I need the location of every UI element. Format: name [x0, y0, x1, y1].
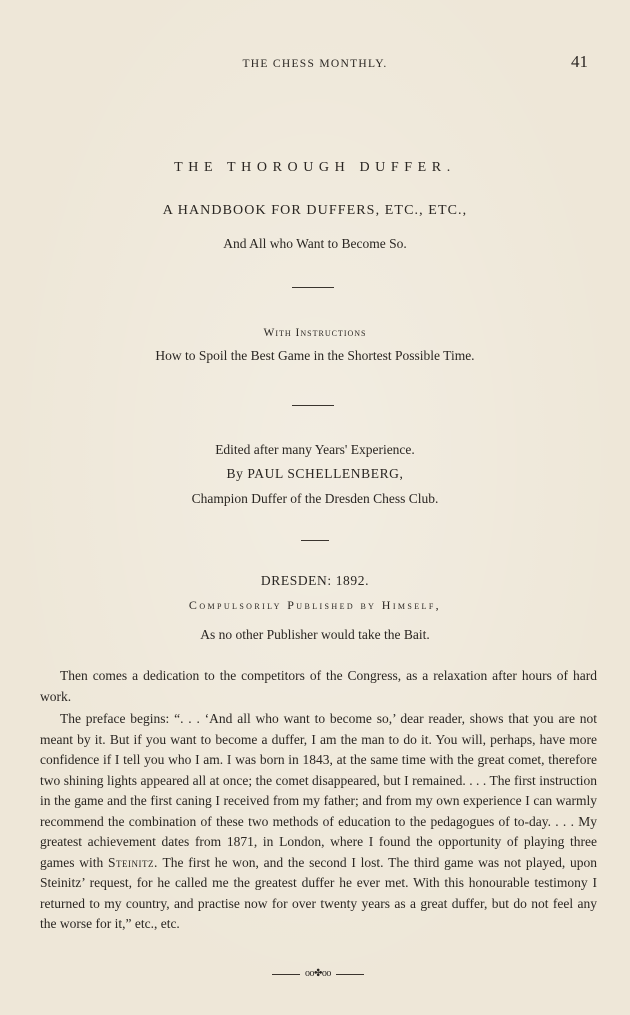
imprint-place-date: DRESDEN: 1892. — [260, 573, 370, 588]
divider-rule — [301, 540, 329, 541]
author-line: By PAUL SCHELLENBERG, — [226, 466, 404, 481]
edited-line: Edited after many Years' Experience. — [215, 442, 415, 457]
divider-rule — [292, 287, 334, 288]
steinitz-name: Steinitz. — [108, 854, 158, 870]
ornament-rule-right — [336, 974, 364, 975]
book-title: THE THOROUGH DUFFER. — [174, 160, 456, 175]
book-subtitle: A HANDBOOK FOR DUFFERS, ETC., ETC., — [162, 203, 468, 218]
preface-text: The preface begins: “. . . ‘And all who want to become so,’ dear reader, shows that you are not meant by it. But if you want to become a duffer, I am the man to do it. You will, perhaps, have more confidence if I tell you who I am. I was born in 1843, at the same time with the great comet, therefore two shining lights appeared all at once; the comet disappeared, but I remained. . . . The first instruction in the game and the first caning I received from my father; and from my own experience I can warmly recommend the combination of these two methods of education to the pedagogues of to-day. . . . My greatest achievement dates from 1871, in London, where I found the opportunity of playing three games with — [40, 711, 597, 870]
paragraph-dedication: Then comes a dedication to the competitors of the Congress, as a relaxation after hours of hard work. — [40, 668, 597, 704]
how-to-line: How to Spoil the Best Game in the Shortest Possible Time. — [155, 348, 475, 363]
author-description: Champion Duffer of the Dresden Chess Club. — [191, 491, 439, 506]
imprint-published: Compulsorily Published by Himself, — [188, 598, 442, 612]
running-title: THE CHESS MONTHLY. — [242, 58, 388, 70]
preface-text-end: The first he won, and the second I lost. The third game was not played, upon Steinitz’ request, for he called me the greatest duffer he ever met. With this honourable testimony I returned to my country, and practise now for over twenty years as a great duffer, but do not feel any the worse for it,” etc., etc. — [40, 854, 598, 931]
end-ornament — [272, 968, 364, 982]
imprint-note: As no other Publisher would take the Bait. — [200, 627, 430, 642]
page-number: 41 — [571, 52, 588, 71]
with-instructions-heading: With Instructions — [263, 327, 367, 339]
divider-rule — [292, 405, 334, 406]
book-tagline: And All who Want to Become So. — [223, 236, 407, 251]
fleuron-icon: oo✤oo — [305, 968, 331, 979]
paragraph-preface — [40, 709, 597, 935]
ornament-rule-left — [272, 974, 300, 975]
running-head — [0, 52, 630, 75]
